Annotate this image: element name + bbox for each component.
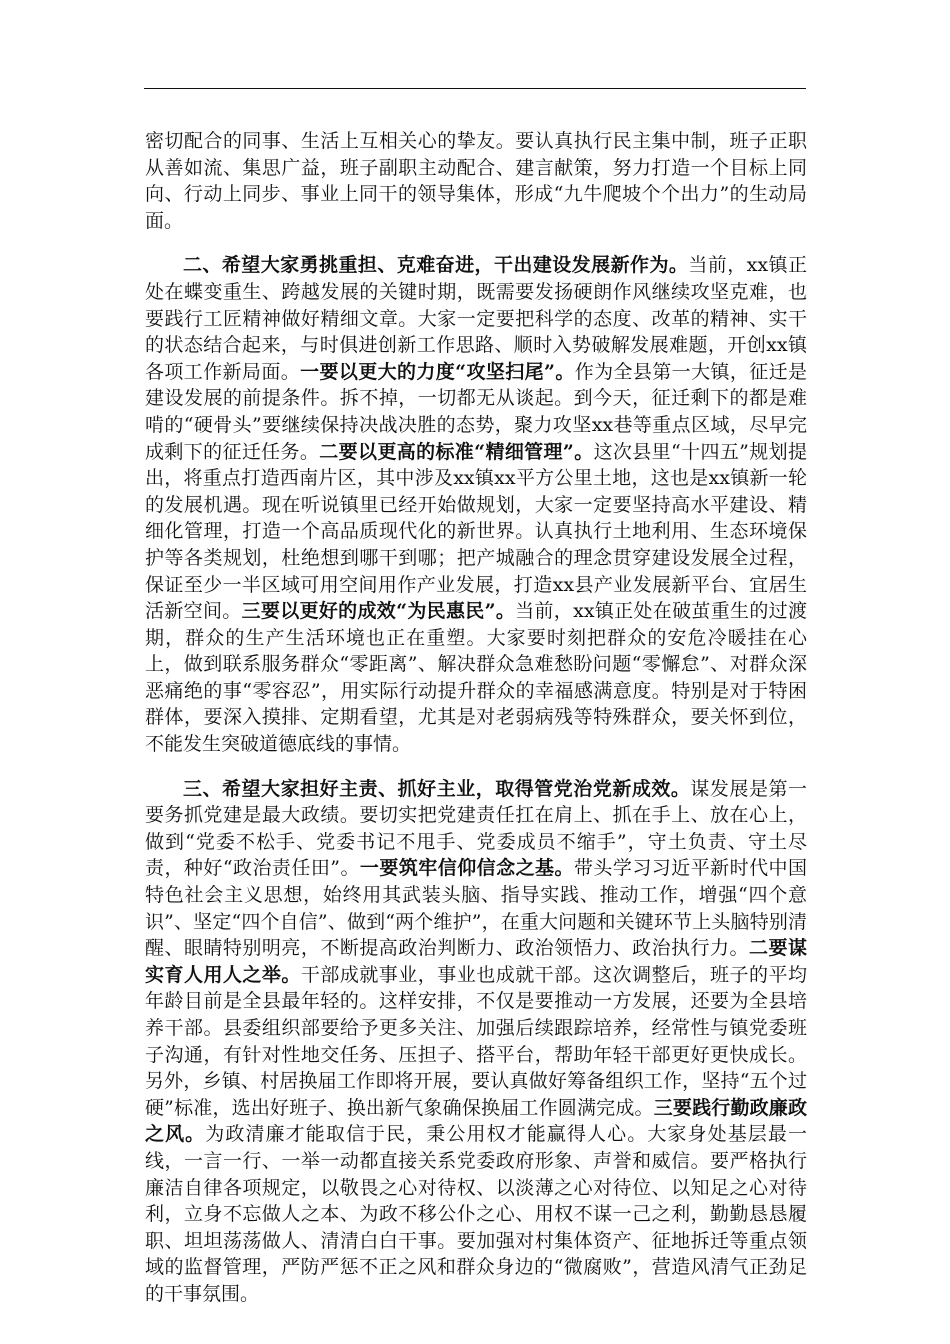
document-body: [145, 128, 807, 1326]
text-run: 当前，xx镇正处在破茧重生的过渡期，群众的生产生活环境也正在重塑。大家要时刻把群众的安危冷暖挂在心上，做到联系服务群众“零距离”、解决群众急难愁盼问题“零懈怠”、对群众深恶痛绝的事“零容忍”，用实际行动提升群众的幸福感满意度。特别是对于特困群体，要深入摸排、定期看望，尤其是对老弱病残等特殊群众，要关怀到位，不能发生突破道德底线的事情。: [145, 600, 807, 756]
point-heading: 二要谋实育人用人之举。: [145, 937, 807, 986]
paragraph-continuation: [145, 128, 807, 234]
paragraph-section-2: [145, 252, 807, 757]
text-run: 干部成就事业，事业也成就干部。这次调整后，班子的平均年龄目前是全县最年轻的。这样安排，不仅是要推动一方发展，还要为全县培养干部。县委组织部要给予更多关注、加强后续跟踪培养，经常性与镇党委班子沟通，有针对性地交任务、压担子、搭平台，帮助年轻干部更好更快成长。另外，乡镇、村居换届工作即将开展，要认真做好筹备组织工作，坚持“五个过硬”标准，选出好班子、换出新气象确保换届工作圆满完成。: [145, 963, 807, 1119]
point-heading: 三要以更好的成效“为民惠民”。: [241, 600, 516, 623]
text-run: 作为全县第一大镇，征迁是建设发展的前提条件。拆不掉，一切都无从谈起。到今天，征迁剩下的都是难啃的“硬骨头”要继续保持决战决胜的态势，聚力攻坚xx巷等重点区域，尽早完成剩下的征迁任务。: [145, 360, 807, 463]
text-run: 密切配合的同事、生活上互相关心的挚友。要认真执行民主集中制，班子正职从善如流、集思广益，班子副职主动配合、建言献策，努力打造一个目标上同向、行动上同步、事业上同干的领导集体，形成“九牛爬坡个个出力”的生动局面。: [145, 130, 807, 232]
text-run: 带头学习习近平新时代中国特色社会主义思想，始终用其武装头脑、指导实践、推动工作，增强“四个意识”、坚定“四个自信”、做到“两个维护”，在重大问题和关键环节上头脑特别清醒、眼睛特别明亮，不断提高政治判断力、政治领悟力、政治执行力。: [145, 857, 807, 960]
section-heading: 二、希望大家勇挑重担、克难奋进，干出建设发展新作为。: [183, 254, 689, 277]
text-run: 为政清廉才能取信于民，秉公用权才能赢得人心。大家身处基层最一线，一言一行、一举一动都直接关系党委政府形象、声誉和威信。要严格执行廉洁自律各项规定，以敬畏之心对待权、以淡薄之心对待位、以知足之心对待利，立身不忘做人之本、为政不移公仆之心、用权不谋一己之利，勤勤恳恳履职、坦坦荡荡做人、清清白白干事。要加强对村集体资产、征地拆迁等重点领域的监督管理，严防严惩不正之风和群众身边的“微腐败”，营造风清气正劲足的干事氛围。: [145, 1123, 807, 1305]
text-run: 谋发展是第一要务抓党建是最大政绩。要切实把党建责任扛在肩上、抓在手上、放在心上，做到“党委不松手、党委书记不甩手、党委成员不缩手”，守土负责、守土尽责，种好“政治责任田”。: [145, 777, 807, 880]
point-heading: 一要筑牢信仰信念之基。: [359, 857, 574, 880]
point-heading: 二要以更高的标准“精细管理”。: [319, 440, 594, 463]
paragraph-section-3: [145, 776, 807, 1308]
text-run: 这次县里“十四五”规划提出，将重点打造西南片区，其中涉及xx镇xx平方公里土地，这也是xx镇新一轮的发展机遇。现在听说镇里已经开始做规划，大家一定要坚持高水平建设、精细化管理，打造一个高品质现代化的新世界。认真执行土地利用、生态环境保护等各类规划，杜绝想到哪干到哪；把产城融合的理念贯穿建设发展全过程，保证至少一半区域可用空间用作产业发展，打造xx县产业发展新平台、宜居生活新空间。: [145, 440, 807, 623]
section-heading: 三、希望大家担好主责、抓好主业，取得管党治党新成效。: [183, 777, 691, 800]
header-rule: [144, 88, 806, 89]
text-run: 当前，xx镇正处在蝶变重生、跨越发展的关键时期，既需要发扬硬朗作风继续攻坚克难，也要践行工匠精神做好精细文章。大家一定要把科学的态度、改革的精神、实干的状态结合起来，与时俱进创新工作思路、顺时入势破解发展难题，开创xx镇各项工作新局面。: [145, 254, 807, 383]
point-heading: 三要践行勤政廉政之风。: [145, 1096, 807, 1146]
point-heading: 一要以更大的力度“攻坚扫尾”。: [300, 360, 575, 383]
